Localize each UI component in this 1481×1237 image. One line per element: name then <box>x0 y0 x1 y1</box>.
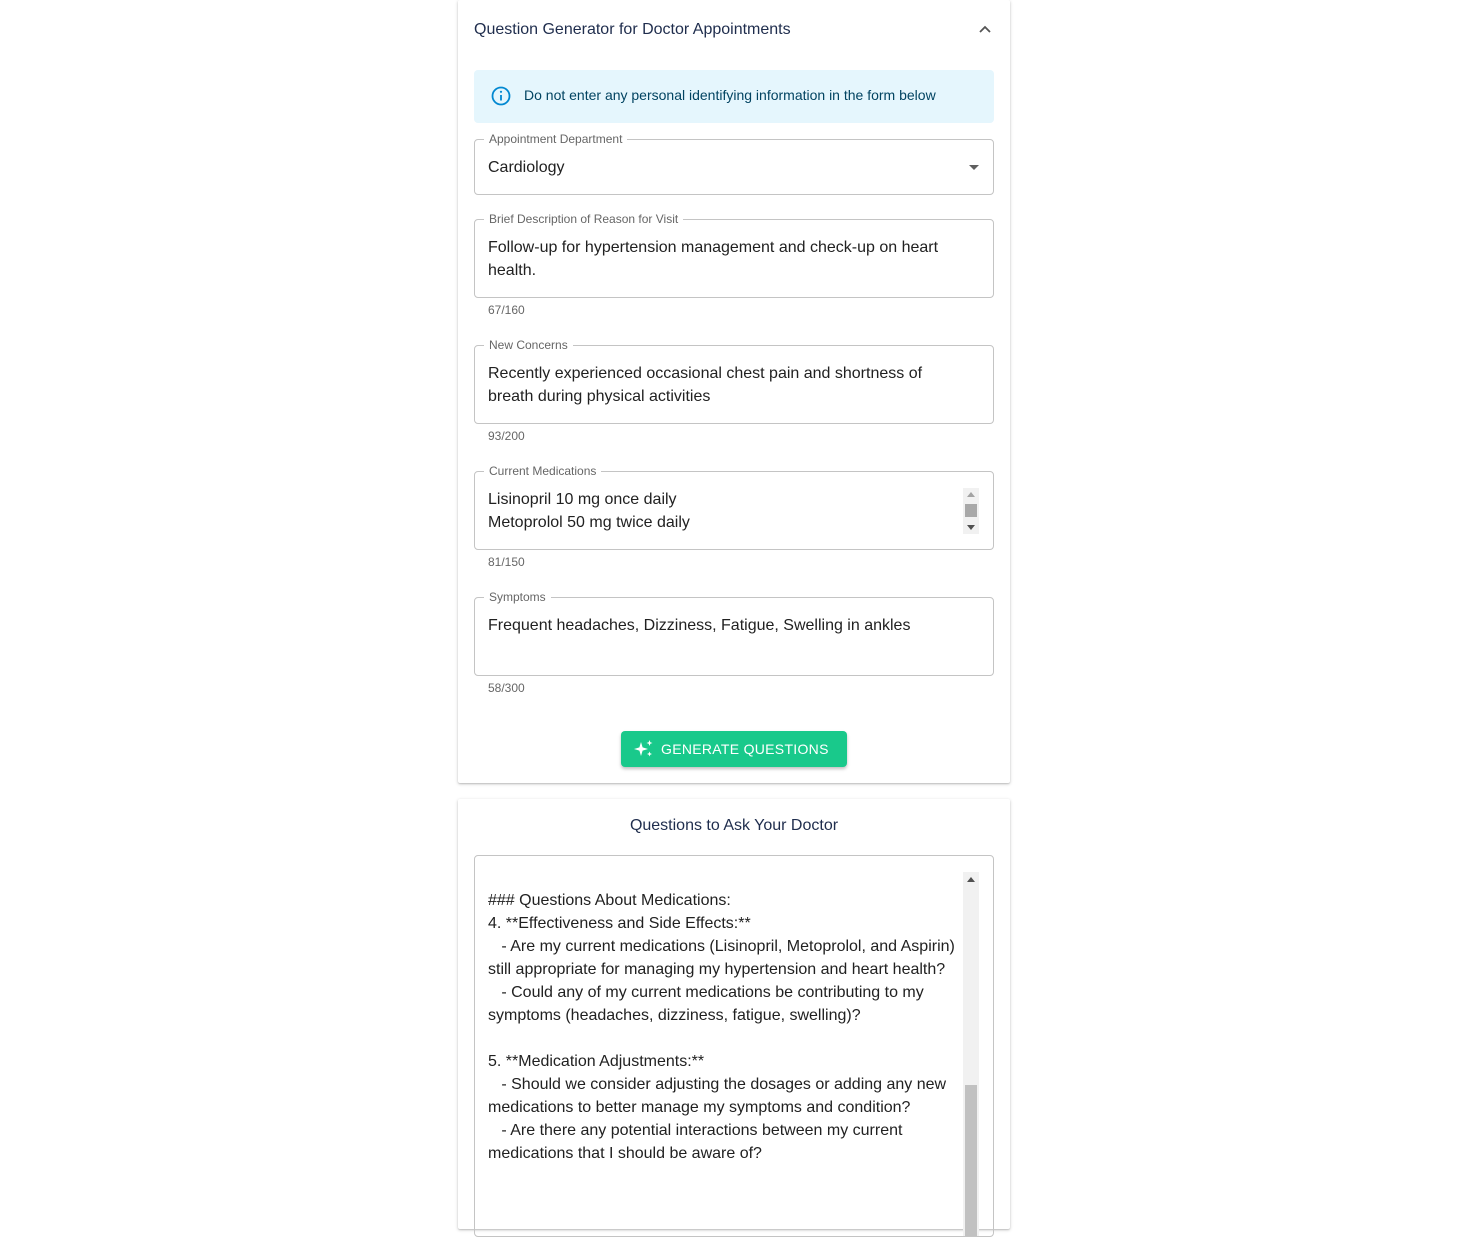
questions-output-text[interactable]: ### Questions About Medications: 4. **Effectiveness and Side Effects:** - Are my current medications (Lisinopril, Metoprolol, and Aspirin) still appropriate for managing my hypertension and heart health? - Could any of my current medications be contributing to my symptoms (headaches, dizziness, fatigue, swelling)? 5. **Medication Adjustments:** - Should we consider adjusting the dosages or adding any new medications to better manage my symptoms and condition? - Are there any potential interactions between my current medications that I should be aware of? <box>488 892 955 1162</box>
scroll-up-arrow-icon[interactable] <box>967 492 975 497</box>
info-alert <box>474 70 994 123</box>
info-icon <box>490 85 512 107</box>
generate-questions-label: GENERATE QUESTIONS <box>661 741 829 757</box>
concerns-counter: 93/200 <box>488 429 525 443</box>
symptoms-field[interactable] <box>474 590 994 676</box>
medications-field[interactable] <box>474 464 994 550</box>
scroll-down-arrow-icon[interactable] <box>967 525 975 530</box>
symptoms-label: Symptoms <box>484 590 551 604</box>
department-select[interactable] <box>474 132 994 195</box>
department-value: Cardiology <box>488 159 565 176</box>
symptoms-counter: 58/300 <box>488 681 525 695</box>
medications-scrollbar[interactable] <box>963 488 979 534</box>
question-generator-card <box>458 0 1010 783</box>
scroll-up-arrow-icon[interactable] <box>967 877 975 882</box>
reason-value[interactable]: Follow-up for hypertension management and check-up on heart health. <box>488 239 943 279</box>
sparkles-icon <box>633 739 655 759</box>
chevron-up-icon[interactable] <box>978 22 992 36</box>
card-header[interactable] <box>474 18 994 42</box>
medications-label: Current Medications <box>484 464 601 478</box>
reason-counter: 67/160 <box>488 303 525 317</box>
reason-label: Brief Description of Reason for Visit <box>484 212 683 226</box>
concerns-field[interactable] <box>474 338 994 424</box>
questions-output-field[interactable] <box>474 855 994 1237</box>
scrollbar-thumb[interactable] <box>965 504 977 517</box>
medications-value[interactable]: Lisinopril 10 mg once daily Metoprolol 50 mg twice daily <box>488 491 690 531</box>
symptoms-value[interactable]: Frequent headaches, Dizziness, Fatigue, Swelling in ankles <box>488 617 911 634</box>
alert-text: Do not enter any personal identifying information in the form below <box>524 87 936 103</box>
generate-questions-button[interactable] <box>621 731 847 767</box>
reason-field[interactable] <box>474 212 994 298</box>
concerns-label: New Concerns <box>484 338 573 352</box>
dropdown-arrow-icon[interactable] <box>969 165 979 170</box>
department-label: Appointment Department <box>484 132 627 146</box>
scrollbar-thumb[interactable] <box>965 1085 977 1237</box>
card-title: Question Generator for Doctor Appointments <box>474 21 791 38</box>
concerns-value[interactable]: Recently experienced occasional chest pain and shortness of breath during physical activities <box>488 365 927 405</box>
questions-card <box>458 799 1010 1229</box>
questions-title: Questions to Ask Your Doctor <box>629 817 839 834</box>
medications-counter: 81/150 <box>488 555 525 569</box>
questions-scrollbar[interactable] <box>963 872 979 1237</box>
